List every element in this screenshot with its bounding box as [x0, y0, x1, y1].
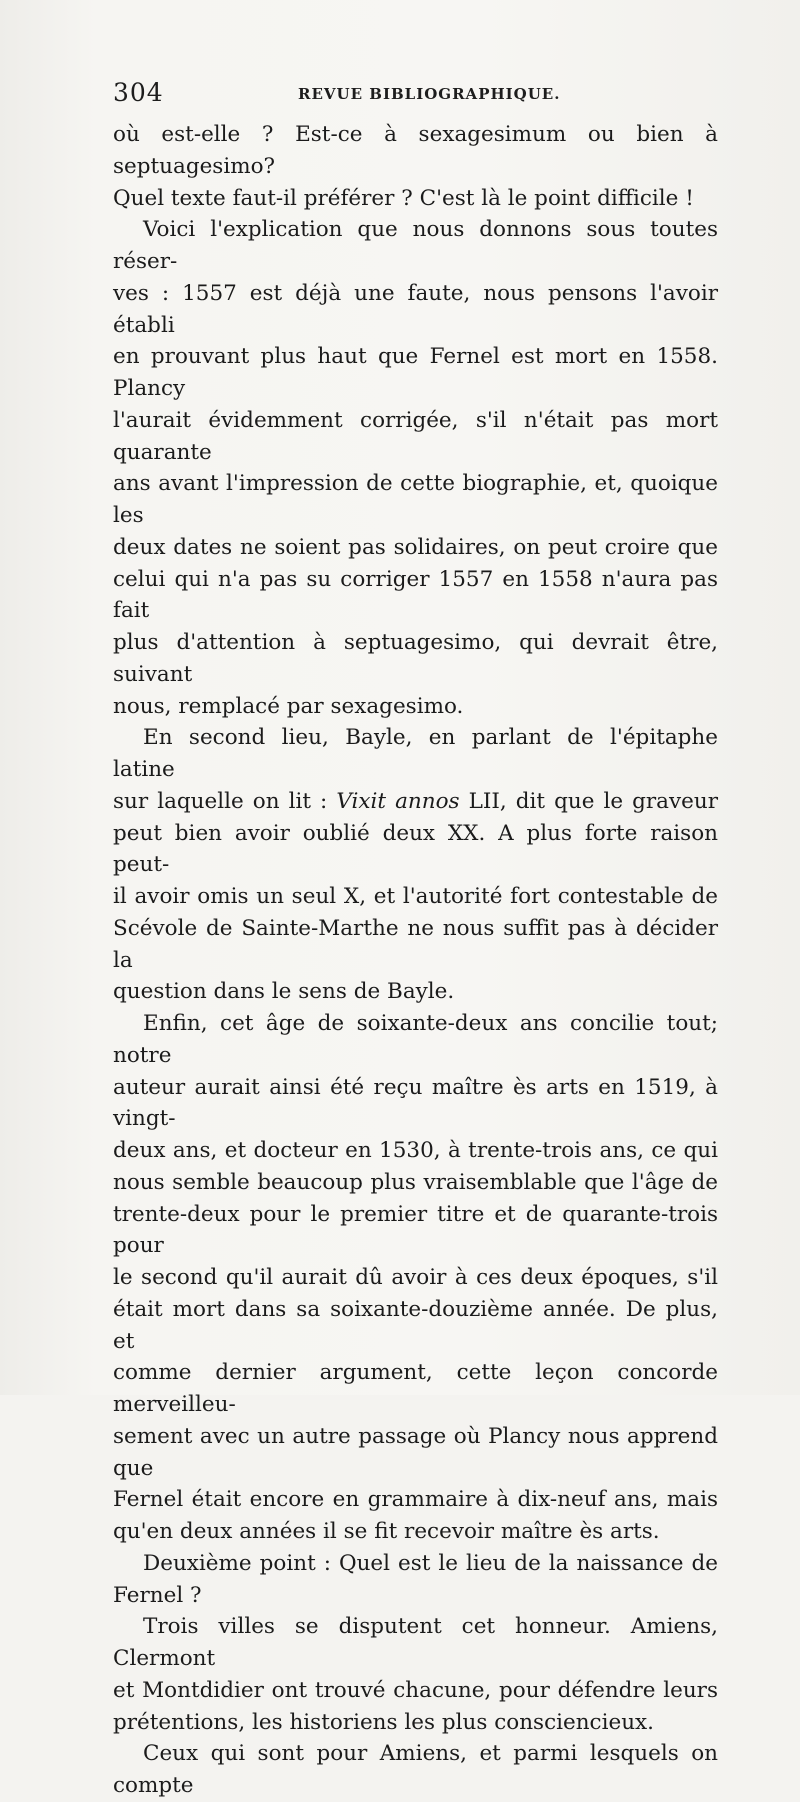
- paragraph-line: celui qui n'a pas su corriger 1557 en 1558 n'aura pas fait: [113, 566, 718, 624]
- paragraph-line: l'aurait évidemment corrigée, s'il n'était pas mort quarante: [113, 407, 718, 465]
- paragraph-line: Scévole de Sainte-Marthe ne nous suffit pas à décider la: [113, 915, 718, 973]
- page-header: [113, 78, 718, 108]
- paragraph-line: Deuxième point : Quel est le lieu de la naissance de: [143, 1550, 718, 1576]
- paragraph-line: était mort dans sa soixante-douzième année. De plus, et: [113, 1296, 718, 1354]
- paragraph-line: auteur aurait ainsi été reçu maître ès arts en 1519, à vingt-: [113, 1074, 718, 1132]
- paragraph-line: deux dates ne soient pas solidaires, on peut croire que: [113, 534, 718, 560]
- paragraph-line: deux ans, et docteur en 1530, à trente-trois ans, ce qui: [113, 1138, 718, 1163]
- paragraph-line: nous, remplacé par sexagesimo.: [113, 693, 464, 719]
- paragraph-line: plus d'attention à septuagesimo, qui devrait être, suivant: [113, 630, 718, 687]
- paragraph-line: en prouvant plus haut que Fernel est mort en 1558. Plancy: [113, 344, 718, 401]
- paragraph-line-with-quote: [113, 786, 718, 818]
- body-text: [113, 119, 718, 1802]
- paragraph-line: ans avant l'impression de cette biographie, et, quoique les: [113, 471, 718, 528]
- paragraph-line: Fernel était encore en grammaire à dix-neuf ans, mais: [113, 1487, 718, 1513]
- paragraph-line: Enfin, cet âge de soixante-deux ans concilie tout; notre: [113, 1011, 718, 1068]
- paragraph-line: qu'en deux années il se fit recevoir maître ès arts.: [113, 1519, 660, 1544]
- paragraph-line: ves : 1557 est déjà une faute, nous pensons l'avoir établi: [113, 280, 718, 338]
- paragraph-line: Trois villes se disputent cet honneur. Amiens, Clermont: [113, 1614, 718, 1671]
- paragraph-line: nous semble beaucoup plus vraisemblable que l'âge de: [113, 1169, 718, 1195]
- paragraph-line: Ceux qui sont pour Amiens, et parmi lesquels on compte: [113, 1741, 718, 1798]
- paragraph-line: prétentions, les historiens les plus consciencieux.: [113, 1709, 655, 1735]
- paragraph-line: Voici l'explication que nous donnons sous toutes réser-: [113, 217, 718, 274]
- paragraph-line: question dans le sens de Bayle.: [113, 979, 455, 1005]
- page-number: 304: [113, 78, 164, 107]
- text-span: sur laquelle on lit :: [113, 788, 337, 814]
- paragraph-line: Quel texte faut-il préférer ? C'est là le point difficile !: [113, 185, 694, 211]
- paragraph-line: il avoir omis un seul X, et l'autorité fort contestable de: [113, 884, 718, 909]
- paragraph-line: trente-deux pour le premier titre et de quarante-trois pour: [113, 1201, 718, 1259]
- text-span: LII, dit que le graveur: [459, 788, 718, 814]
- paragraph-line: comme dernier argument, cette leçon concorde merveilleu-: [113, 1360, 718, 1417]
- paragraph-line: le second qu'il aurait dû avoir à ces deux époques, s'il: [113, 1265, 718, 1290]
- paragraph-line: sement avec un autre passage où Plancy nous apprend que: [113, 1423, 718, 1481]
- latin-quote: Vixit annos: [336, 788, 460, 814]
- paragraph-line: Fernel ?: [113, 1582, 202, 1608]
- running-title: REVUE BIBLIOGRAPHIQUE.: [298, 85, 561, 103]
- paragraph-line: En second lieu, Bayle, en parlant de l'épitaphe latine: [113, 725, 718, 782]
- paragraph-line: et Montdidier ont trouvé chacune, pour défendre leurs: [113, 1677, 718, 1703]
- paragraph-line: peut bien avoir oublié deux XX. A plus forte raison peut-: [113, 820, 718, 878]
- paragraph-line: où est-elle ? Est-ce à sexagesimum ou bien à septuagesimo?: [113, 122, 718, 179]
